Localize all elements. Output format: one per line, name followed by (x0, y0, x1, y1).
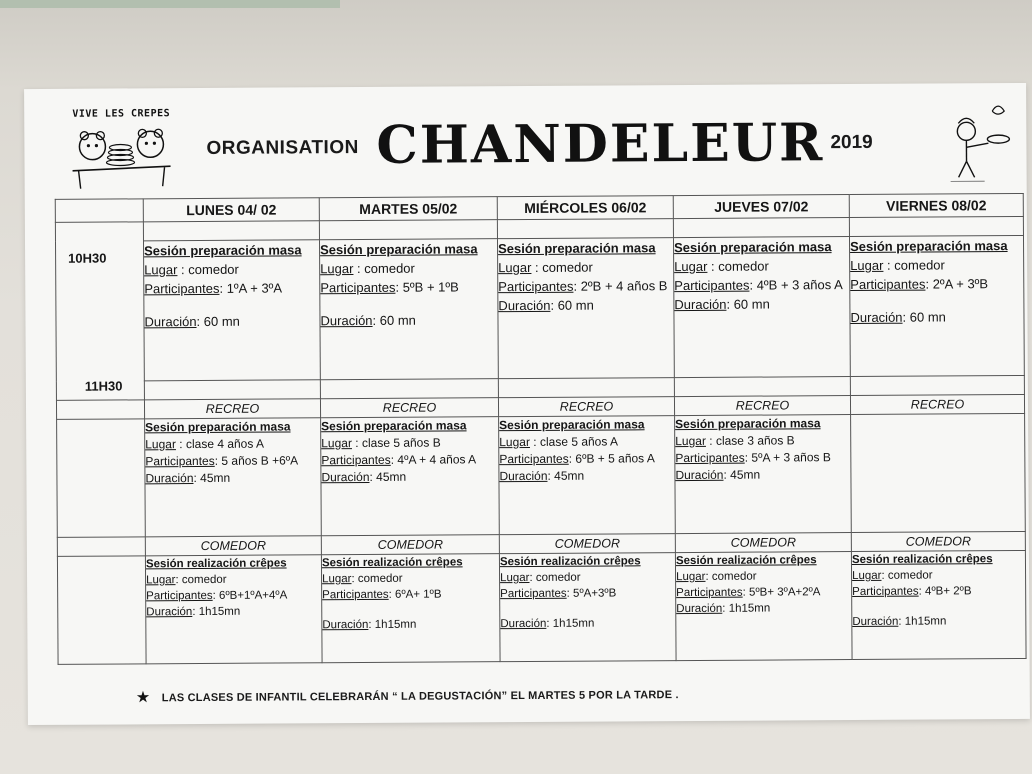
lugar-label: Lugar (144, 262, 178, 278)
session-lugar: Lugar : clase 3 años B (675, 433, 795, 449)
duracion-value: 60 mn (203, 313, 240, 329)
session-lugar: Lugar: comedor (676, 570, 757, 584)
duracion-label: Duración (850, 309, 903, 326)
session-title: Sesión realización crêpes (499, 555, 641, 569)
recreo-label-martes: RECREO (320, 398, 498, 418)
lugar-value: comedor (711, 570, 757, 583)
session-title: Sesión preparación masa (499, 417, 645, 433)
duracion-value: 45mn (554, 468, 585, 483)
duracion-label: Duración (320, 312, 373, 329)
session-title: Sesión preparación masa (145, 419, 291, 435)
afternoon-session-row (57, 550, 1026, 664)
year-label: 2019 (830, 131, 873, 154)
participantes-value: 2ºB + 4 años B (580, 278, 668, 294)
duracion-label: Duración (675, 467, 724, 483)
participantes-label: Participantes (322, 588, 389, 602)
schedule-table (55, 193, 1027, 665)
lugar-label: Lugar (674, 258, 708, 275)
session-title: Sesión preparación masa (674, 239, 832, 256)
day-header-jueves: JUEVES 07/02 (673, 195, 849, 219)
morning-session-row (55, 235, 1024, 381)
session-participantes: Participantes: 5ºB + 1ºB (320, 279, 459, 296)
lugar-value: comedor (894, 257, 945, 273)
chef-illustration-logo (944, 91, 1017, 187)
session-participantes: Participantes: 2ºB + 4 años B (498, 278, 668, 295)
comedor-label-miercoles: COMEDOR (499, 534, 675, 554)
session-lugar: Lugar : comedor (674, 258, 769, 275)
session-duracion: Duración: 1h15mn (676, 602, 771, 616)
participantes-value: 4ºB+ 2ºB (924, 585, 972, 598)
participantes-label: Participantes (144, 280, 220, 297)
footnote-text: LAS CLASES DE INFANTIL CELEBRARÁN “ LA DEGUSTACIÓN” EL MARTES 5 POR LA TARDE . (161, 689, 679, 705)
day-header-viernes: VIERNES 08/02 (849, 193, 1023, 217)
poster-header (24, 83, 1027, 199)
session-duracion: Duración: 60 mn (674, 296, 770, 313)
duracion-value: 1h15mn (552, 617, 595, 630)
lugar-label: Lugar (499, 434, 530, 450)
session-cell-miercoles-morning (497, 238, 674, 379)
session-title: Sesión preparación masa (320, 241, 478, 258)
participantes-label: Participantes (500, 587, 567, 601)
session-title: Sesión preparación masa (321, 418, 467, 434)
duracion-value: 60 mn (733, 296, 770, 312)
duracion-value: 1h15mn (904, 615, 947, 628)
recreo-label-lunes: RECREO (144, 399, 320, 419)
lugar-value: comedor (364, 260, 415, 276)
session-duracion: Duración: 60 mn (850, 309, 946, 326)
session-lugar: Lugar: comedor (322, 572, 403, 586)
session-participantes: Participantes: 4ºB+ 2ºB (852, 585, 972, 599)
crepes-illustration-logo (58, 102, 181, 199)
session-participantes: Participantes: 5 años B +6ºA (145, 453, 299, 469)
session-cell-martes-morning (319, 239, 498, 380)
participantes-value: 5ºB + 1ºB (402, 279, 459, 295)
session-duracion: Duración: 1h15mn (852, 615, 947, 629)
morning-time-cell (55, 222, 144, 401)
participantes-label: Participantes (674, 277, 750, 294)
participantes-value: 5ºB+ 3ºA+2ºA (748, 586, 821, 599)
organisation-label: ORGANISATION (206, 137, 359, 159)
duracion-label: Duración (499, 468, 548, 484)
duracion-value: 1h15mn (198, 605, 241, 619)
session-lugar: Lugar: comedor (146, 573, 227, 587)
duracion-value: 60 mn (557, 297, 594, 313)
participantes-label: Participantes (676, 586, 743, 600)
star-icon: ★ (135, 689, 151, 707)
day-header-martes: MARTES 05/02 (319, 197, 497, 221)
session-lugar: Lugar : comedor (320, 260, 415, 277)
lugar-value: comedor (718, 258, 769, 274)
participantes-value: 4ºA + 4 años A (397, 452, 477, 467)
time-end: 11H30 (84, 378, 123, 394)
session-duracion: Duración: 1h15mn (322, 618, 417, 632)
session-cell-miercoles-afternoon (499, 553, 676, 662)
session-lugar: Lugar : clase 5 años A (499, 434, 619, 450)
session-duracion: Duración: 1h15mn (500, 617, 595, 631)
lugar-value: clase 5 años B (361, 435, 441, 451)
session-cell-jueves-morning (673, 237, 850, 378)
duracion-value: 60 mn (909, 309, 946, 325)
lugar-label: Lugar (498, 259, 532, 276)
participantes-label: Participantes (498, 278, 574, 295)
session-lugar: Lugar: comedor (852, 569, 933, 583)
participantes-value: 5ºA+3ºB (572, 587, 617, 600)
recreo-label-miercoles: RECREO (498, 397, 674, 417)
session-duracion: Duración: 45mn (675, 467, 761, 483)
lugar-value: comedor (535, 571, 581, 584)
lugar-label: Lugar (321, 436, 352, 451)
session-participantes: Participantes: 5ºA+3ºB (500, 587, 617, 601)
spacer-cell (673, 218, 849, 238)
participantes-label: Participantes (320, 279, 396, 296)
spacer-cell (320, 379, 498, 399)
session-participantes: Participantes: 6ºA+ 1ºB (322, 588, 442, 602)
duracion-label: Duración (852, 615, 899, 629)
session-cell-martes-midday (321, 417, 500, 536)
lugar-value: clase 3 años B (715, 433, 795, 448)
session-lugar: Lugar : clase 5 años B (321, 435, 441, 451)
session-title: Sesión realización crêpes (145, 557, 287, 571)
day-header-miercoles: MIÉRCOLES 06/02 (497, 196, 673, 220)
duracion-value: 45mn (200, 470, 231, 485)
session-duracion: Duración: 60 mn (498, 297, 594, 314)
lugar-label: Lugar (146, 574, 176, 587)
session-lugar: Lugar : clase 4 años A (145, 436, 265, 452)
time-start: 10H30 (68, 250, 107, 266)
session-title: Sesión realización crêpes (675, 554, 817, 568)
wall-trim (0, 0, 340, 8)
page-title: CHANDELEUR (376, 112, 825, 176)
lugar-value: comedor (357, 572, 403, 586)
duracion-value: 60 mn (379, 312, 416, 328)
session-title: Sesión preparación masa (849, 238, 1008, 255)
duracion-value: 45mn (730, 467, 761, 482)
duracion-label: Duración (321, 469, 370, 485)
lugar-value: comedor (542, 259, 593, 275)
participantes-value: 6ºB+1ºA+4ºA (219, 589, 288, 602)
participantes-value: 6ºB + 5 años A (575, 451, 655, 466)
session-participantes: Participantes: 4ºA + 4 años A (321, 452, 477, 468)
spacer-cell (319, 220, 497, 240)
participantes-label: Participantes (850, 276, 926, 293)
session-cell-miercoles-midday (499, 416, 676, 535)
bears-crepes-icon (58, 102, 181, 199)
session-cell-lunes-morning (143, 240, 320, 381)
lugar-value: clase 5 años A (539, 434, 619, 449)
time-cell-empty (57, 537, 145, 557)
lugar-label: Lugar (145, 437, 176, 452)
duracion-value: 1h15mn (374, 618, 417, 631)
session-cell-lunes-afternoon (145, 555, 322, 664)
session-duracion: Duración: 45mn (499, 468, 585, 484)
time-cell-empty (57, 556, 146, 665)
session-cell-martes-afternoon (321, 554, 500, 663)
session-duracion: Duración: 60 mn (320, 312, 416, 329)
participantes-label: Participantes (145, 453, 215, 469)
session-title: Sesión realización crêpes (851, 553, 993, 567)
day-header-lunes: LUNES 04/ 02 (143, 198, 319, 222)
session-cell-viernes-afternoon (851, 550, 1026, 659)
session-lugar: Lugar : comedor (850, 257, 945, 274)
session-duracion: Duración: 45mn (321, 469, 407, 485)
duracion-value: 1h15mn (728, 602, 771, 615)
session-participantes: Participantes: 2ºA + 3ºB (850, 276, 989, 293)
session-title: Sesión preparación masa (498, 240, 656, 257)
session-participantes: Participantes: 5ºA + 3 años B (675, 450, 831, 466)
spacer-cell (849, 216, 1023, 236)
lugar-label: Lugar (676, 570, 706, 584)
wall-background (0, 0, 1032, 90)
time-cell-empty (57, 419, 146, 538)
session-participantes: Participantes: 5ºB+ 3ºA+2ºA (676, 586, 821, 600)
session-duracion: Duración: 60 mn (144, 313, 240, 330)
duracion-label: Duración (144, 314, 197, 330)
recreo-label-jueves: RECREO (674, 396, 850, 416)
participantes-value: 5 años B +6ºA (221, 453, 299, 468)
session-participantes: Participantes: 4ºB + 3 años A (674, 277, 843, 294)
lugar-label: Lugar (675, 433, 706, 449)
session-cell-jueves-midday (675, 415, 852, 534)
schedule-poster (24, 83, 1030, 725)
duracion-label: Duración (500, 617, 547, 631)
session-lugar: Lugar : comedor (144, 261, 239, 278)
duracion-label: Duración (676, 602, 723, 616)
recreo-label-viernes: RECREO (850, 394, 1024, 414)
lugar-label: Lugar (852, 569, 882, 583)
participantes-value: 1ºA + 3ºA (226, 280, 283, 296)
session-title: Sesión preparación masa (144, 242, 302, 259)
comedor-label-martes: COMEDOR (321, 535, 499, 555)
lugar-value: comedor (188, 261, 239, 278)
spacer-cell (144, 380, 320, 400)
participantes-value: 2ºA + 3ºB (932, 276, 989, 292)
lugar-value: comedor (887, 569, 933, 582)
participantes-label: Participantes (852, 585, 919, 599)
duracion-label: Duración (145, 471, 194, 486)
comedor-label-lunes: COMEDOR (145, 536, 321, 556)
lugar-label: Lugar (500, 571, 530, 585)
lugar-label: Lugar (322, 573, 352, 586)
lugar-label: Lugar (850, 257, 884, 274)
spacer-cell (497, 219, 673, 239)
duracion-label: Duración (146, 606, 193, 619)
session-participantes: Participantes: 6ºB+1ºA+4ºA (146, 589, 288, 603)
participantes-label: Participantes (675, 450, 745, 466)
session-participantes: Participantes: 6ºB + 5 años A (499, 451, 655, 467)
participantes-label: Participantes (321, 452, 391, 468)
midday-session-row (57, 413, 1026, 537)
session-participantes: Participantes: 1ºA + 3ºA (144, 280, 283, 297)
participantes-label: Participantes (499, 451, 569, 467)
corner-cell (55, 199, 143, 223)
comedor-label-viernes: COMEDOR (851, 531, 1025, 551)
chef-pan-icon (944, 91, 1017, 187)
spacer-cell (674, 377, 850, 397)
participantes-label: Participantes (146, 589, 213, 603)
duracion-label: Duración (674, 296, 727, 313)
lugar-value: comedor (181, 573, 227, 587)
lugar-label: Lugar (320, 261, 354, 277)
session-lugar: Lugar : comedor (498, 259, 593, 276)
session-cell-jueves-afternoon (675, 552, 852, 661)
session-title: Sesión realización crêpes (321, 556, 463, 570)
participantes-value: 5ºA + 3 años B (751, 450, 831, 465)
session-lugar: Lugar: comedor (500, 571, 581, 585)
duracion-value: 45mn (376, 469, 407, 484)
logo-banner: VIVE LES CREPES (72, 108, 171, 120)
comedor-label-jueves: COMEDOR (675, 533, 851, 553)
session-cell-viernes-midday-empty (851, 413, 1026, 532)
spacer-cell (498, 378, 674, 398)
lugar-value: clase 4 años A (185, 436, 265, 452)
spacer-cell (850, 375, 1024, 395)
session-duracion: Duración: 1h15mn (146, 605, 241, 619)
duracion-label: Duración (498, 297, 551, 314)
spacer-cell (143, 221, 319, 241)
session-title: Sesión preparación masa (675, 416, 821, 432)
session-cell-lunes-midday (145, 418, 322, 537)
participantes-value: 4ºB + 3 años A (756, 277, 843, 293)
session-duracion: Duración: 45mn (145, 470, 231, 486)
participantes-value: 6ºA+ 1ºB (395, 588, 442, 601)
session-cell-viernes-morning (849, 235, 1024, 376)
duracion-label: Duración (322, 618, 369, 632)
time-cell-empty (56, 400, 144, 420)
